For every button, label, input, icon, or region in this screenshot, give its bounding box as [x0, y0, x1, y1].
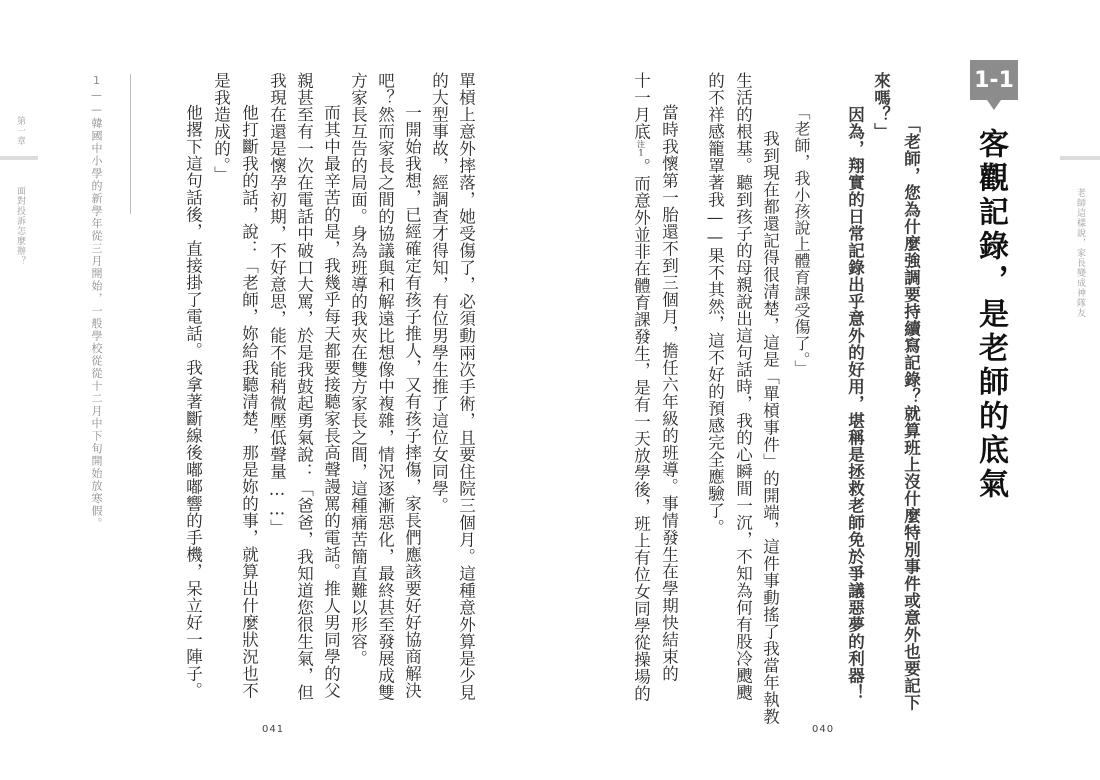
- paragraph-1-line-3: 的不祥感籠罩著我——果不其然，這不好的預感完全應驗了。: [705, 72, 725, 536]
- running-header-rule: [0, 156, 38, 160]
- body-column-6: 而其中最辛苦的是，我幾乎每天都要接聽家長高聲謾罵的電話。推人男同學的父: [321, 104, 341, 699]
- running-header-rule: [1060, 156, 1100, 160]
- paragraph-1-line-1: 我到現在都還記得很清楚，這是「單槓事件」的開端，這件事動搖了我當年執教: [760, 130, 780, 725]
- footnote-rule: [130, 74, 131, 214]
- right-page: [550, 0, 1100, 780]
- body-column-7: 親甚至有一次在電話中破口大罵，於是我鼓起勇氣說：「爸爸，我知道您很生氣，但: [294, 72, 314, 701]
- chapter-title: 客觀記錄，是老師的底氣: [973, 128, 1008, 502]
- body-column-8: 我現在還是懷孕初期，不好意思，能不能稍微壓低聲量……」: [267, 72, 287, 536]
- body-column-4: 吧？然而家長之間的協議與和解遠比想像中複雜，情況逐漸惡化，最終甚至發展成雙: [375, 72, 395, 701]
- running-header-section: 面對投訴怎麼辦？: [15, 186, 25, 266]
- footnote: 1——韓國中小學的新學年從三月開始，一般學校從從十二月中下旬開始放寒假。: [90, 74, 103, 530]
- continued-text-a: 一月底: [631, 89, 651, 140]
- lead-answer: 因為，翔實的日常記錄出乎意外的好用，堪稱是拯救老師免於爭議惡夢的利器！: [845, 106, 865, 701]
- body-column-3: 一開始我想，已經確定有孩子推人，又有孩子摔傷，家長們應該要好好協商解決: [402, 104, 422, 699]
- body-column-9: 他打斷我的話，說：「老師，妳給我聽清楚，那是妳的事，就算出什麼狀況也不: [239, 104, 259, 699]
- continued-start: 十: [631, 72, 651, 89]
- running-header-chapter: 第一章: [15, 116, 25, 146]
- body-column-1: 單槓上意外摔落，她受傷了，必須動兩次手術，且要住院三個月。這種意外算是少見: [456, 72, 476, 701]
- paragraph-1-line-2: 生活的根基。聽到孩子的母親說出這句話時，我的心瞬間一沉，不知為何有股冷颼颼: [733, 72, 753, 701]
- continued-text-b: 。而意外並非在體育課發生，是有一天放學後，班上有位女同學從操場的: [631, 158, 651, 702]
- section-badge: 1-1: [970, 60, 1018, 100]
- running-header: 老師這樣說，家長變成神隊友: [1075, 188, 1085, 318]
- quote-parent: 「老師，我小孩說上體育課受傷了。」: [792, 104, 811, 377]
- body-column-2: 的大型事故，經調查才得知，有位男學生推了這位女同學。: [429, 72, 449, 514]
- body-column-5: 方家長互告的局面。身為班導的我夾在雙方家長之間，這種痛苦簡直難以形容。: [348, 72, 368, 667]
- lead-question-line1: 「老師，您為什麼強調要持續寫記錄？就算班上沒什麼特別事件或意外也要記下: [901, 116, 921, 711]
- page-number-left: 041: [262, 724, 285, 735]
- body-column-10: 是我造成的。」: [211, 72, 231, 183]
- paragraph-2-line-2: [632, 72, 649, 702]
- footnote-marker[interactable]: 注1: [636, 140, 646, 158]
- lead-question-line2: 來嗎？」: [871, 72, 891, 140]
- page-number-right: 040: [812, 724, 835, 735]
- body-column-11: 他撂下這句話後，直接掛了電話。我拿著斷線後嘟嘟響的手機，呆立好一陣子。: [183, 104, 203, 699]
- paragraph-2-line-1: 當時我懷第一胎還不到三個月，擔任六年級的班導。事情發生在學期快結束的: [659, 104, 679, 682]
